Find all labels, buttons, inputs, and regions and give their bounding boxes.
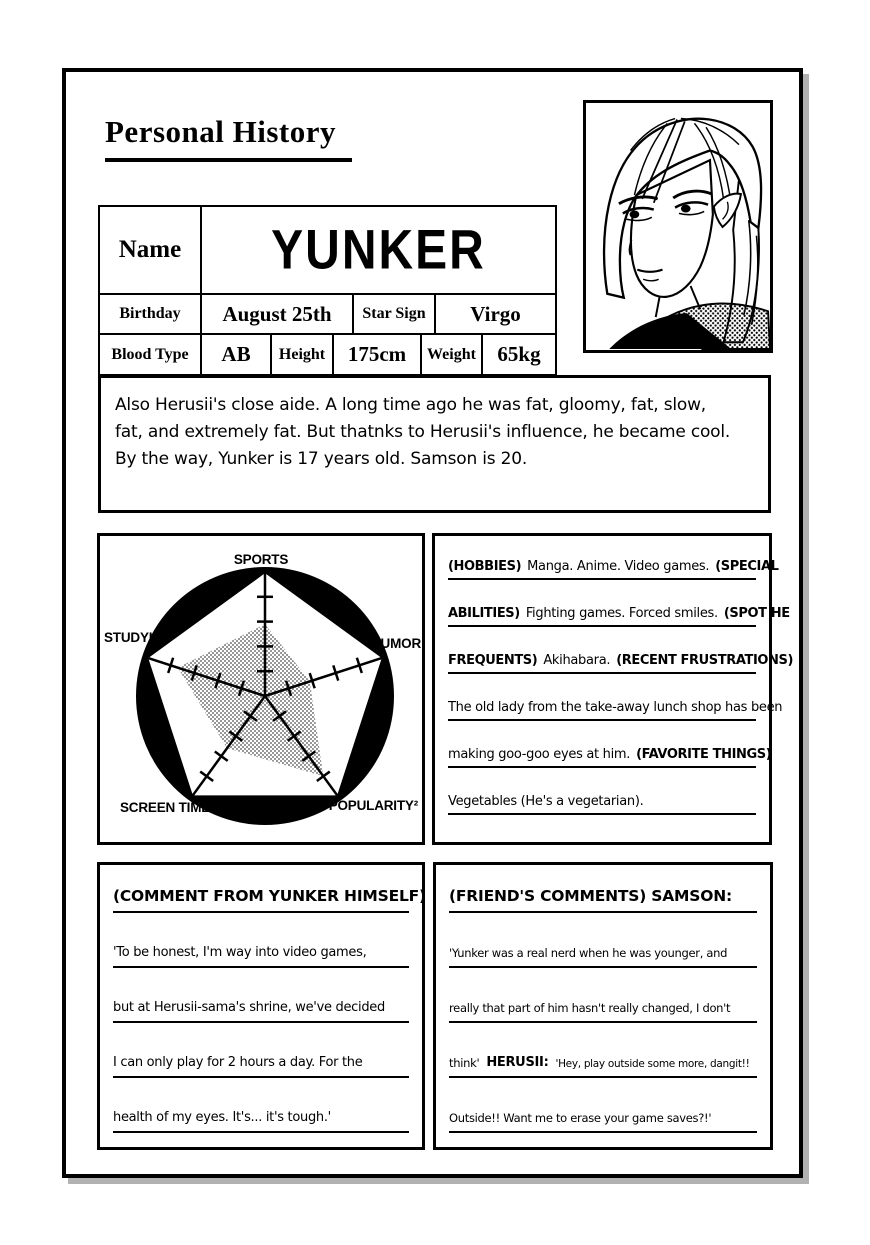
star-sign-label: Star Sign bbox=[352, 295, 434, 334]
radar-chart-panel bbox=[97, 533, 425, 845]
herusii-quote: 'Hey, play outside some more, dangit!! bbox=[555, 1058, 750, 1070]
name-value-cell bbox=[200, 207, 555, 293]
description-box bbox=[98, 375, 771, 513]
yunker-comment-line: health of my eyes. It's... it's tough.' bbox=[113, 1078, 409, 1133]
birthday-value: August 25th bbox=[200, 295, 352, 334]
friend-comment-line: 'Yunker was a real nerd when he was younger, and bbox=[449, 913, 757, 968]
favorite-things-heading: (FAVORITE THINGS) bbox=[636, 747, 772, 762]
info-table bbox=[98, 205, 557, 376]
portrait-frame bbox=[583, 100, 773, 353]
table-row-name bbox=[98, 205, 557, 295]
hobbies-text: The old lady from the take-away lunch shop has been bbox=[448, 700, 783, 715]
spot-heading-cont: FREQUENTS) bbox=[448, 653, 538, 668]
yunker-comment-box bbox=[97, 862, 425, 1150]
frustrations-heading: (RECENT FRUSTRATIONS) bbox=[616, 653, 794, 668]
yunker-comment-line: but at Herusii-sama's shrine, we've decided bbox=[113, 968, 409, 1023]
hobbies-line bbox=[448, 580, 790, 627]
radar-chart-svg bbox=[100, 536, 422, 842]
friend-comment-line bbox=[449, 1023, 757, 1078]
hobbies-text: making goo-goo eyes at him. bbox=[448, 747, 631, 762]
hobbies-box bbox=[432, 533, 794, 845]
hobbies-line bbox=[448, 536, 779, 580]
blood-type-value: AB bbox=[200, 335, 270, 374]
friend-comments-box bbox=[433, 862, 773, 1150]
hobbies-line bbox=[448, 768, 756, 815]
hobbies-heading: (HOBBIES) bbox=[448, 559, 522, 574]
blood-type-label: Blood Type bbox=[111, 345, 189, 363]
special-abilities-heading-cont: ABILITIES) bbox=[448, 606, 520, 621]
name-value: YUNKER bbox=[271, 219, 486, 281]
herusii-speaker-label: HERUSII: bbox=[486, 1055, 549, 1070]
hobbies-line bbox=[448, 674, 783, 721]
hobbies-text: Manga. Anime. Video games. bbox=[527, 559, 710, 574]
table-row-blood bbox=[98, 333, 557, 376]
height-label: Height bbox=[270, 335, 332, 374]
friend-comment-text: think' bbox=[449, 1056, 480, 1070]
hobbies-text: Fighting games. Forced smiles. bbox=[525, 606, 718, 621]
page-title: Personal History bbox=[105, 114, 352, 162]
hobbies-line bbox=[448, 721, 772, 768]
star-sign-value: Virgo bbox=[434, 295, 555, 334]
description-line: By the way, Yunker is 17 years old. Samson is 20. bbox=[115, 449, 528, 469]
radar-axis-label-humor: HUMOR bbox=[371, 636, 421, 651]
friend-comments-heading: (FRIEND'S COMMENTS) SAMSON: bbox=[449, 865, 757, 913]
height-value: 175cm bbox=[332, 335, 420, 374]
page-frame bbox=[62, 68, 803, 1178]
table-row-birthday bbox=[98, 293, 557, 336]
portrait-illustration bbox=[586, 103, 770, 350]
hobbies-line bbox=[448, 627, 794, 674]
hobbies-text: Akihabara. bbox=[543, 653, 611, 668]
weight-value: 65kg bbox=[481, 335, 555, 374]
yunker-comment-line: I can only play for 2 hours a day. For the bbox=[113, 1023, 409, 1078]
hobbies-text: Vegetables (He's a vegetarian). bbox=[448, 794, 644, 809]
special-abilities-heading: (SPECIAL bbox=[715, 559, 779, 574]
yunker-comment-line: 'To be honest, I'm way into video games, bbox=[113, 913, 409, 968]
yunker-comment-heading: (COMMENT FROM YUNKER HIMSELF) bbox=[113, 865, 409, 913]
friend-comment-line: Outside!! Want me to erase your game saves?!' bbox=[449, 1078, 757, 1133]
birthday-label: Birthday bbox=[119, 305, 181, 322]
radar-axis-label-popularity: POPULARITY² bbox=[328, 798, 418, 813]
friend-comment-line: really that part of him hasn't really changed, I don't bbox=[449, 968, 757, 1023]
description-line: Also Herusii's close aide. A long time ago he was fat, gloomy, fat, slow, bbox=[115, 395, 707, 415]
weight-label: Weight bbox=[420, 335, 481, 374]
radar-axis-label-studying: STUDYING bbox=[104, 630, 173, 645]
radar-axis-label-screen-time: SCREEN TIME bbox=[120, 800, 211, 815]
name-label: Name bbox=[118, 236, 182, 263]
spot-heading: (SPOT HE bbox=[723, 606, 790, 621]
description-line: fat, and extremely fat. But thatnks to Herusii's influence, he became cool. bbox=[115, 422, 731, 442]
radar-axis-label-sports: SPORTS bbox=[233, 552, 289, 567]
